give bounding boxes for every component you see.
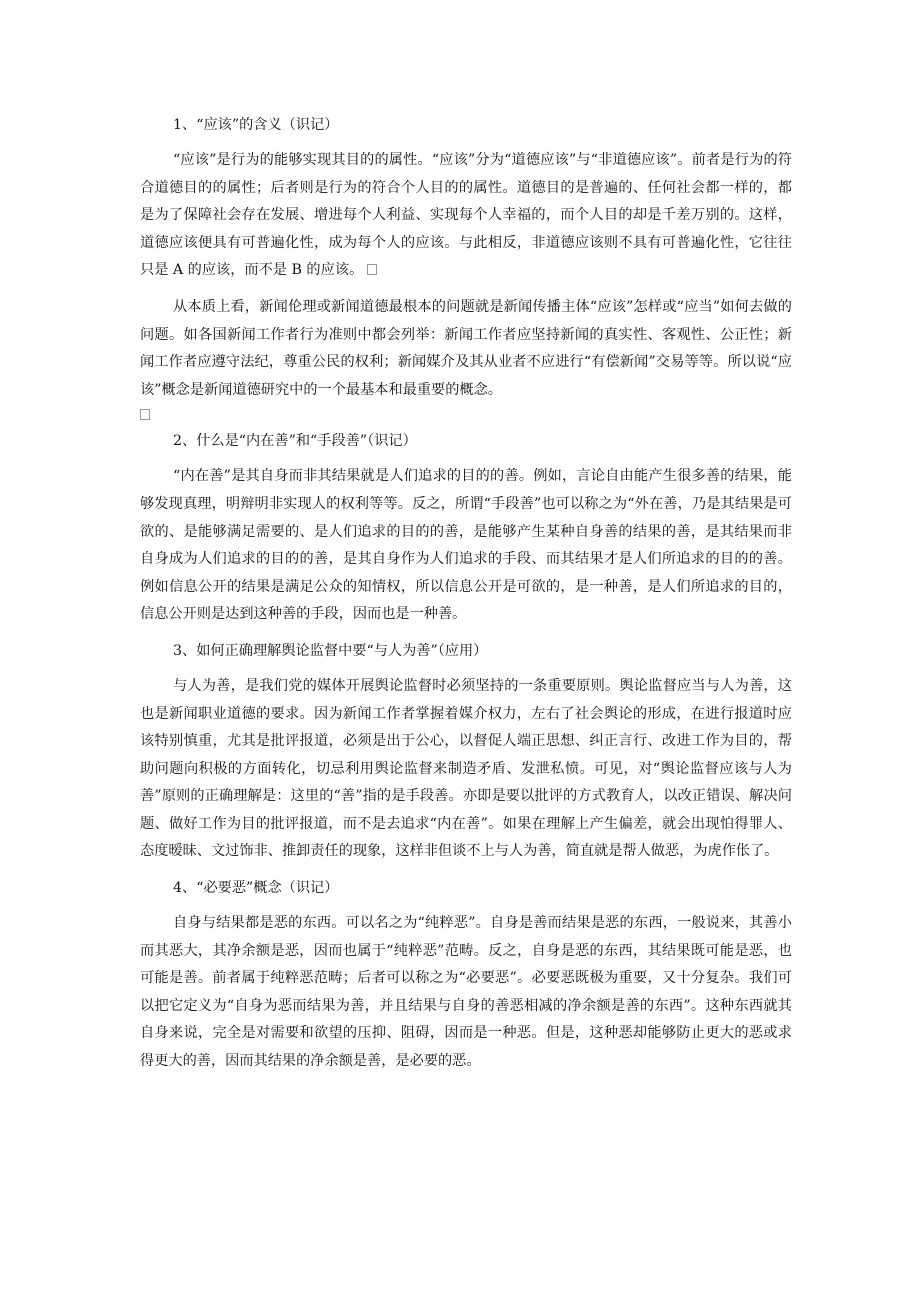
section-3-paragraph-1: 与人为善，是我们党的媒体开展舆论监督时必须坚持的一条重要原则。舆论监督应当与人为善，这也是新闻职业道德的要求。因为新闻工作者掌握着媒介权力，左右了社会舆论的形成，在进行报道时应该特别慎重，尤其是批评报道，必须是出于公心，以督促人端正思想、纠正言行、改进工作为目的，帮助问题向积极的方面转化，切忌利用舆论监督来制造矛盾、发泄私愤。可见，对“舆论监督应该与人为善”原则的正确理解是：这里的“善”指的是手段善。亦即是要以批评的方式教育人，以改正错误、解决问题、做好工作为目的批评报道，而不是去追求“内在善”。如果在理解上产生偏差，就会出现怕得罪人、态度暧昧、文过饰非、推卸责任的现象，这样非但谈不上与人为善，简直就是帮人做恶，为虎作伥了。	[140, 677, 792, 860]
section-1-heading: 1、“应该”的含义（识记）	[173, 117, 339, 133]
placeholder-line	[140, 404, 792, 424]
placeholder-box-icon	[367, 264, 377, 275]
section-1-paragraph-1-text: “应该”是行为的能够实现其目的的属性。“应该”分为“道德应该”与“非道德应该”。前者是行为的符合道德目的的属性；后者则是行为的符合个人目的的属性。道德目的是普遍的、任何社会都一样的，都是为了保障社会存在发展、增进每个人利益、实现每个人幸福的，而个人目的却是千差万别的。这样，道德应该便具有可普遍化性，成为每个人的应该。与此相反，非道德应该则不具有可普遍化性，它往往只是 A 的应该，而不是 B 的应该。	[140, 152, 792, 279]
section-2-paragraph-1: “内在善”是其自身而非其结果就是人们追求的目的的善。例如，言论自由能产生很多善的结果，能够发现真理，明辩明非实现人的权利等等。反之，所谓“手段善”也可以称之为“外在善，乃是其结果是可欲的、是能够满足需要的、是人们追求的目的的善，是能够产生某种自身善的结果的善，是其结果而非自身成为人们追求的目的的善，是其自身作为人们追求的手段、而其结果才是人们所追求的目的的善。例如信息公开的结果是满足公众的知情权，所以信息公开是可欲的，是一种善，是人们所追求的目的，信息公开则是达到这种善的手段，因而也是一种善。	[140, 468, 792, 623]
section-3-heading: 3、如何正确理解舆论监督中要“与人为善”（应用）	[173, 642, 488, 659]
section-1-paragraph-2	[140, 294, 792, 404]
document-body	[140, 112, 792, 1085]
section-2-heading: 2、什么是“内在善”和“手段善”（识记）	[173, 433, 417, 450]
section-1-paragraph-2-text: 从本质上看，新闻伦理或新闻道德最根本的问题就是新闻传播主体“应该”怎样或“应当”如何去做的问题。如各国新闻工作者行为准则中都会列举：新闻工作者应坚持新闻的真实性、客观性、公正性；新闻工作者应遵守法纪，尊重公民的权利；新闻媒介及其从业者不应进行“有偿新闻”交易等等。所以说“应该”概念是新闻道德研究中的一个最基本和最重要的概念。	[140, 298, 792, 398]
section-4-heading: 4、“必要恶”概念（识记）	[173, 880, 339, 897]
section-4-paragraph-1: 自身与结果都是恶的东西。可以名之为“纯粹恶”。自身是善而结果是恶的东西，一般说来，其善小而其恶大，其净余额是恶，因而也属于“纯粹恶”范畴。反之，自身是恶的东西，其结果既可能是恶，也可能是善。前者属于纯粹恶范畴；后者可以称之为“必要恶”。必要恶既极为重要，又十分复杂。我们可以把它定义为“自身为恶而结果为善，并且结果与自身的善恶相减的净余额是善的东西”。这种东西就其自身来说，完全是对需要和欲望的压抑、阻碍，因而是一种恶。但是，这种恶却能够防止更大的恶或求得更大的善，因而其结果的净余额是善，是必要的恶。	[140, 915, 792, 1070]
placeholder-box-icon	[140, 409, 150, 420]
section-1-paragraph-1	[140, 147, 792, 285]
